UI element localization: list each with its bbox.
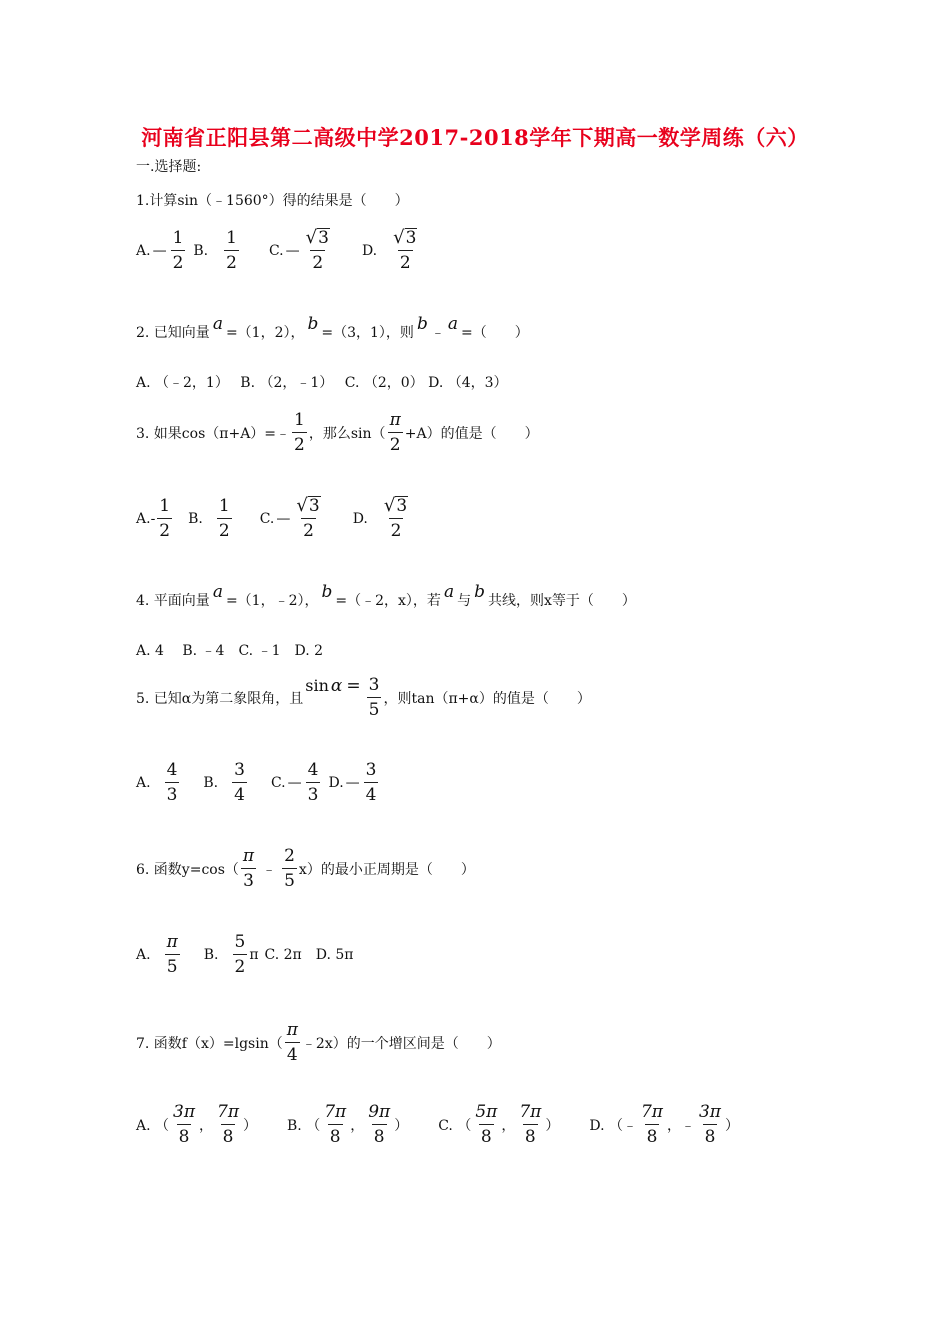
option-c-label: C. xyxy=(268,242,284,259)
option-d-label: D. xyxy=(352,510,368,527)
fraction: $\frac{\pi}{2}$ xyxy=(389,410,401,455)
question-3-stem: 3. 如果cos（π+A）=﹣ $\frac{1}{2}$ ，那么sin（ $\frac{\pi}{2}$ +A）的值是（ ） xyxy=(136,410,539,455)
fraction: $\frac{3\pi}{8}$ xyxy=(698,1102,721,1147)
fraction: $\frac{2}{5}$ xyxy=(284,846,295,891)
question-1-stem: 1.计算sin（﹣1560°）得的结果是（ ） xyxy=(136,193,409,209)
question-2-stem: 2. 已知向量 a =（1，2）， b =（3，1），则 b ﹣ a =（ ） xyxy=(136,314,529,341)
option-a-label: A. xyxy=(136,510,151,527)
option-c-label: C. xyxy=(259,510,275,527)
sqrt-fraction: √ 3 2 xyxy=(383,495,408,541)
fraction: $\frac{7\pi}{8}$ xyxy=(640,1102,663,1147)
option-a-label: A. （ xyxy=(136,1117,170,1134)
minus-sign: — xyxy=(285,242,300,259)
fraction: $\frac{1}{2}$ xyxy=(294,410,305,455)
sqrt-fraction: √ 3 2 xyxy=(296,495,320,541)
minus-sign: — xyxy=(287,774,302,791)
fraction: $\frac{7\pi}{8}$ xyxy=(519,1102,542,1147)
fraction: $\frac{7\pi}{8}$ xyxy=(324,1102,347,1147)
question-3-options xyxy=(136,496,412,541)
question-5-stem: 5. 已知α为第二象限角，且 sin α = $\frac{3}{5}$ ，则tan（π+α）的值是（ ） xyxy=(136,675,591,720)
sqrt-fraction: √ 3 2 xyxy=(393,227,417,273)
vector-a: a xyxy=(212,582,223,602)
option-a-label: A. xyxy=(136,774,151,791)
minus-sign: — xyxy=(345,774,360,791)
question-5-options xyxy=(136,760,380,805)
option-a-label: A. xyxy=(136,946,151,963)
question-6-stem: 6. 函数y=cos（ $\frac{\pi}{3}$ ﹣ $\frac{2}{5}$ x）的最小正周期是（ ） xyxy=(136,846,475,891)
option-b-label: B. xyxy=(203,946,219,963)
option-b-label: B. （ xyxy=(287,1117,321,1134)
fraction: $\frac{\pi}{5}$ xyxy=(166,932,178,977)
option-d: D. 5π xyxy=(315,946,354,963)
fraction: $\frac{1}{2}$ xyxy=(226,228,237,273)
option-b-label: B. xyxy=(203,774,219,791)
option-d-label: D. （﹣ xyxy=(589,1117,637,1134)
fraction: $\frac{1}{2}$ xyxy=(218,496,230,541)
fraction: $\frac{7\pi}{8}$ xyxy=(217,1102,240,1147)
fraction: $\frac{\pi}{4}$ xyxy=(286,1020,298,1065)
option-b-label: B. xyxy=(193,242,209,259)
vector-b: b xyxy=(416,314,428,334)
document-title: 河南省正阳县第二高级中学2017-2018学年下期高一数学周练（六） xyxy=(141,125,809,150)
fraction: $\frac{4}{3}$ xyxy=(166,760,178,805)
minus-sign: — xyxy=(276,510,291,527)
option-d-label: D. xyxy=(361,242,378,259)
vector-a: a xyxy=(443,582,455,602)
fraction: $\frac{4}{3}$ xyxy=(307,760,319,805)
vector-a: a xyxy=(447,314,458,334)
question-7-stem: 7. 函数f（x）=lgsin（ $\frac{\pi}{4}$ ﹣2x）的一个增区间是（ ） xyxy=(136,1020,501,1065)
fraction: $\frac{3}{4}$ xyxy=(365,760,377,805)
option-a-label: A. xyxy=(136,242,151,259)
vector-b: b xyxy=(307,314,319,334)
minus-sign: - xyxy=(150,510,156,527)
option-b-label: B. xyxy=(188,510,203,527)
question-6-options: A. $\frac{\pi}{5}$ B. $\frac{5}{2}$ π C. 2π D. 5π xyxy=(136,932,354,977)
sqrt-fraction: √ 3 2 xyxy=(305,227,329,273)
question-4-stem: 4. 平面向量 a =（1，﹣2）， b =（﹣2，x），若 a 与 b 共线，则x等于（ ） xyxy=(136,582,636,609)
section-heading: 一.选择题: xyxy=(136,159,202,175)
vector-a: a xyxy=(212,314,223,334)
option-c: C. 2π xyxy=(264,946,302,963)
fraction: $\frac{3\pi}{8}$ xyxy=(173,1102,196,1147)
fraction: $\frac{3}{5}$ xyxy=(368,675,380,720)
minus-sign: — xyxy=(152,242,167,259)
fraction: $\frac{\pi}{3}$ xyxy=(242,846,255,891)
fraction: $\frac{1}{2}$ xyxy=(159,496,171,541)
question-4-options: A. 4 B. ﹣4 C. ﹣1 D. 2 xyxy=(136,643,324,659)
fraction: $\frac{9\pi}{8}$ xyxy=(368,1102,391,1147)
fraction: $\frac{5}{2}$ xyxy=(234,932,246,977)
option-c-label: C. xyxy=(270,774,286,791)
question-2-options: A. （﹣2，1） B. （2，﹣1） C. （2，0） D. （4，3） xyxy=(136,375,508,391)
fraction: $\frac{5\pi}{8}$ xyxy=(475,1102,498,1147)
question-7-options: A. （ $\frac{3\pi}{8}$ ， $\frac{7\pi}{8}$ ） B. （ $\frac{7\pi}{8}$ ， $\frac{9\pi}{8}$ ） C. （ $\frac{5\pi}{8}$ ， $\frac{7\pi}{8}$ ） D. （﹣ $\frac{7\pi}{8}$ ，﹣ $\frac{3\pi}{8}$ ） xyxy=(136,1102,739,1147)
option-d-label: D. xyxy=(328,774,344,791)
vector-b: b xyxy=(321,582,333,602)
vector-b: b xyxy=(474,582,485,602)
fraction: $\frac{1}{2}$ xyxy=(172,228,184,273)
fraction: $\frac{3}{4}$ xyxy=(234,760,245,805)
question-1-options xyxy=(136,228,421,273)
option-c-label: C. （ xyxy=(438,1117,472,1134)
